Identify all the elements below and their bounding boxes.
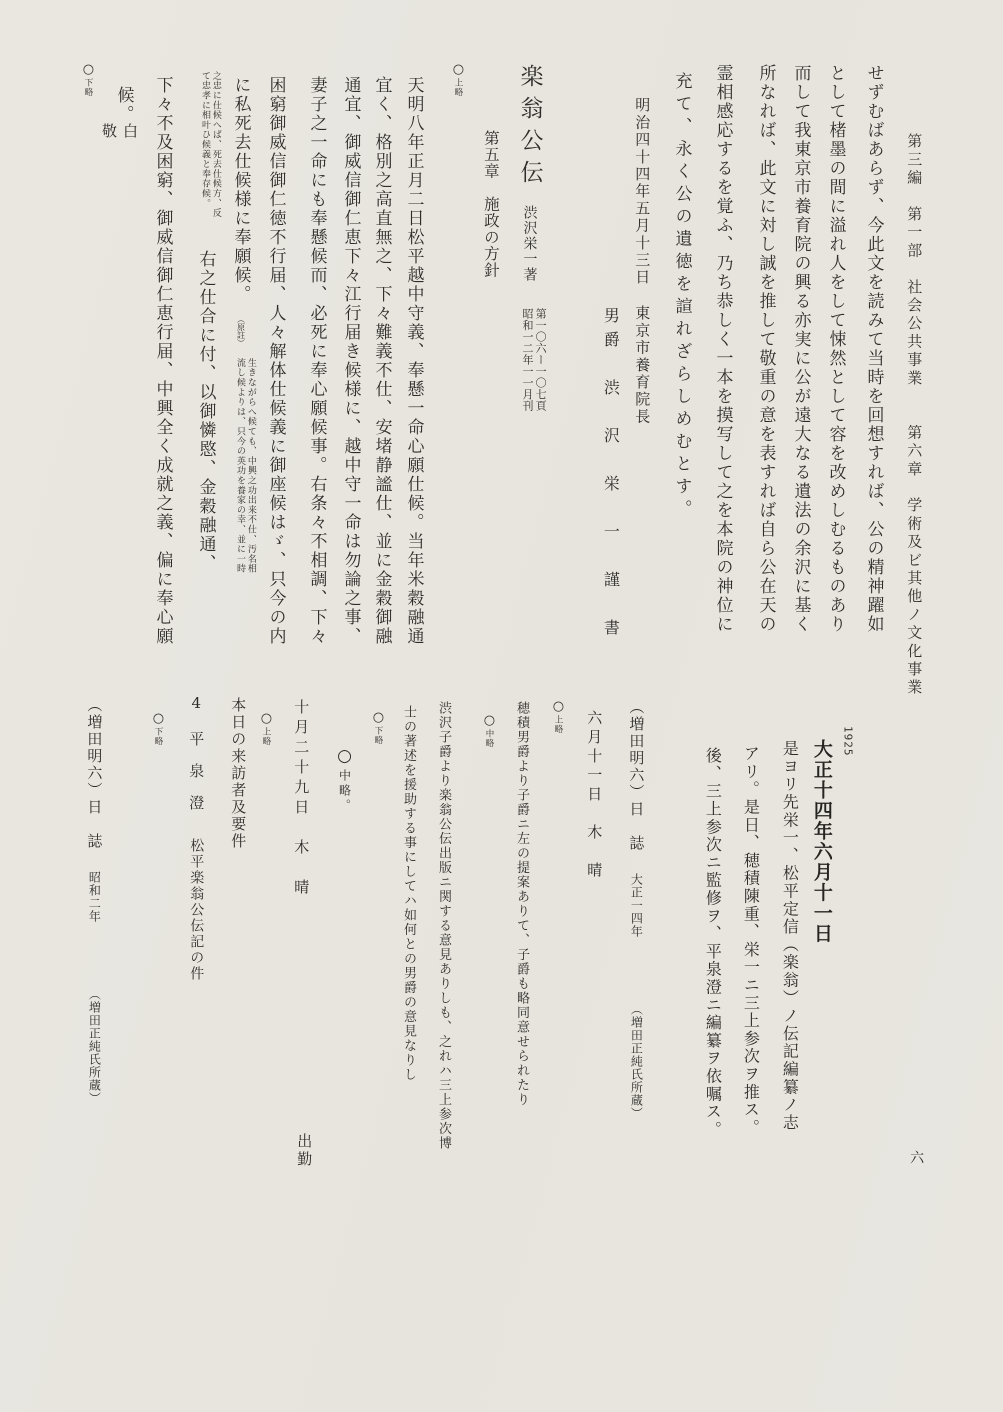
diary2-source-column [85,697,103,1105]
diary1-quote-2: 渋沢子爵より楽翁公伝出版ニ関する意見ありしも、之れハ三上参次博 [435,701,451,1151]
diary2-visitors-heading: 本日の来訪者及要件 [229,697,248,850]
memorial-line-2: として楮墨の間に溢れ人をして悚然として容を改めしむるものあり [825,64,846,634]
note-b-line-1: 之忠に仕候へば、死去仕候方、反 [210,71,221,218]
rakuo-line-1: 天明八年正月二日松平越中守義、奉懸一命心願仕候。当年米穀融通 [403,76,424,646]
rakuo-line-9: 候。 [113,86,134,124]
diary2-source-year: 昭和二年 [87,871,102,924]
visitor-subject: 松平楽翁公伝記の件 [188,837,205,982]
diary1-source-owner: （増田正純氏所蔵） [629,1003,644,1121]
diary2-date: 十月二十九日 木 晴 [292,699,311,899]
rakuo-line-5: 困窮御威信御仁徳不行届、人々解体仕候義に御座候はゞ、只今の内 [265,76,286,646]
diary2-attendance: 出勤 [295,1133,314,1169]
book-pub-info [521,308,547,412]
memorial-line-5: 霊相感応するを覚ふ、乃ち恭しく一本を摸写して之を本院の神位に [712,64,733,634]
rakuo-line-8: 下々不及困窮、御威信御仁恵行届、中興全く成就之義、偏に奉心願 [152,76,173,646]
rakuo-line-7-text: 右之仕合に付、以御憐愍、金穀融通、 [195,250,216,574]
diary1-source-year: 大正一四年 [629,873,644,939]
memorial-line-4: 所なれば、此文に対し誠を推して敬重の意を表すれば自ら公在天の [755,64,776,634]
memorial-date: 明治四十四年五月十三日 [633,97,652,287]
mark-geryaku-3: ○下略 [150,711,166,746]
diary2-source-owner: （増田正純氏所蔵） [87,988,102,1106]
rakuo-line-4: 妻子之一命にも奉懸候而、必死に奉心願候事。右条々不相調、下々 [306,76,327,646]
running-head: 第三編 第一部 社会公共事業 第六章 学術及ビ其他ノ文化事業 [905,133,924,698]
diary2-source: （増田明六）日 誌 [85,697,104,850]
visitor-name: 平 泉 澄 [187,730,206,811]
mark-jouryaku-1: ○上略 [450,62,466,97]
entry-line-2: アリ。是日、穂積陳重、栄一ニ三上参次ヲ推ス。 [741,745,761,1137]
mark-geryaku-2: ○下略 [370,710,386,745]
book-pages-ref: 第一〇六ー一〇七頁 [534,307,548,412]
book-author: 渋沢栄一著 [521,205,538,283]
visitor-number: 4 [187,694,206,712]
inline-note-a [234,358,256,574]
book-pub-date: 昭和一二年一一月刊 [520,307,534,412]
entry-line-3: 後、三上参次ニ監修ヲ、平泉澄ニ編纂ヲ依嘱ス。 [703,747,723,1139]
note-a-line-2: 流し候よりは、只今の英功を養家の幸、並に一時 [235,357,246,574]
rakuo-line-7 [195,68,221,573]
rakuo-line-2: 宜く、格別之高直無之、下々難義不仕、安堵静謐仕、並に金穀御融 [371,76,392,646]
entry-line-1: 是ヨリ先栄一、松平定信（楽翁）ノ伝記編纂ノ志 [780,740,800,1132]
diary1-date: 六月十一日 木 晴 [585,710,604,881]
rakuo-line-6-text: に私死去仕候様に奉願候。 [230,76,251,304]
memorial-dateline [633,97,650,426]
chapter-heading: 第五章 施政の方針 [481,130,500,279]
memorial-line-6: 充て、永く公の遺徳を諠れざらしめむとす。 [671,72,692,522]
rakuo-line-6 [230,76,256,573]
diary1-quote-1: 穂積男爵より子爵ニ左の提案ありて、子爵も略同意せられたり [513,701,529,1107]
inline-note-b [199,71,221,218]
memorial-signer-title: 東京市養育院長 [633,305,652,426]
note-label: （原註） [236,315,246,348]
rakuo-title-column [516,64,547,411]
closing-keihaku: 敬白 [101,122,144,140]
memorial-line-1: せずむばあらず、今此文を読みて当時を回想すれば、公の精神躍如 [863,64,884,634]
note-a-line-1: 生きながらへ候ても、中興之功出来不仕、汚名相 [245,357,256,574]
diary2-visitor-item [187,694,204,982]
diary1-quote-3: 士の著述を援助する事にしてハ如何との男爵の意見なりし [400,705,416,1082]
page-number: 六 [908,1150,925,1164]
mark-jouryaku-3: ○上略 [258,711,274,746]
diary1-source: （増田明六）日 誌 [627,699,646,852]
mark-chuuryaku-1: ○中略 [481,713,497,748]
entry-heading: 大正十四年六月十一日 [810,739,833,944]
memorial-signature: 男爵 渋 沢 栄 一 謹 書 [601,307,621,643]
rakuo-line-3: 通宜、御威信御仁恵下々江行届き候様に、越中守一命は勿論之事、 [340,76,361,646]
diary1-source-column [627,699,645,1120]
memorial-line-3: 而して我東京市養育院の興る亦実に公が遠大なる遺法の余沢に基く [790,64,811,634]
year-annotation: 1925 [841,726,855,757]
note-b-line-2: て忠孝に相叶ひ候義と奉存候。 [200,71,211,209]
mark-geryaku-1: ○下略 [80,62,96,97]
mark-chuuryaku-2: ○中略。 [334,746,355,814]
mark-jouryaku-2: ○上略 [550,699,566,734]
book-title: 楽翁公伝 [516,64,543,192]
